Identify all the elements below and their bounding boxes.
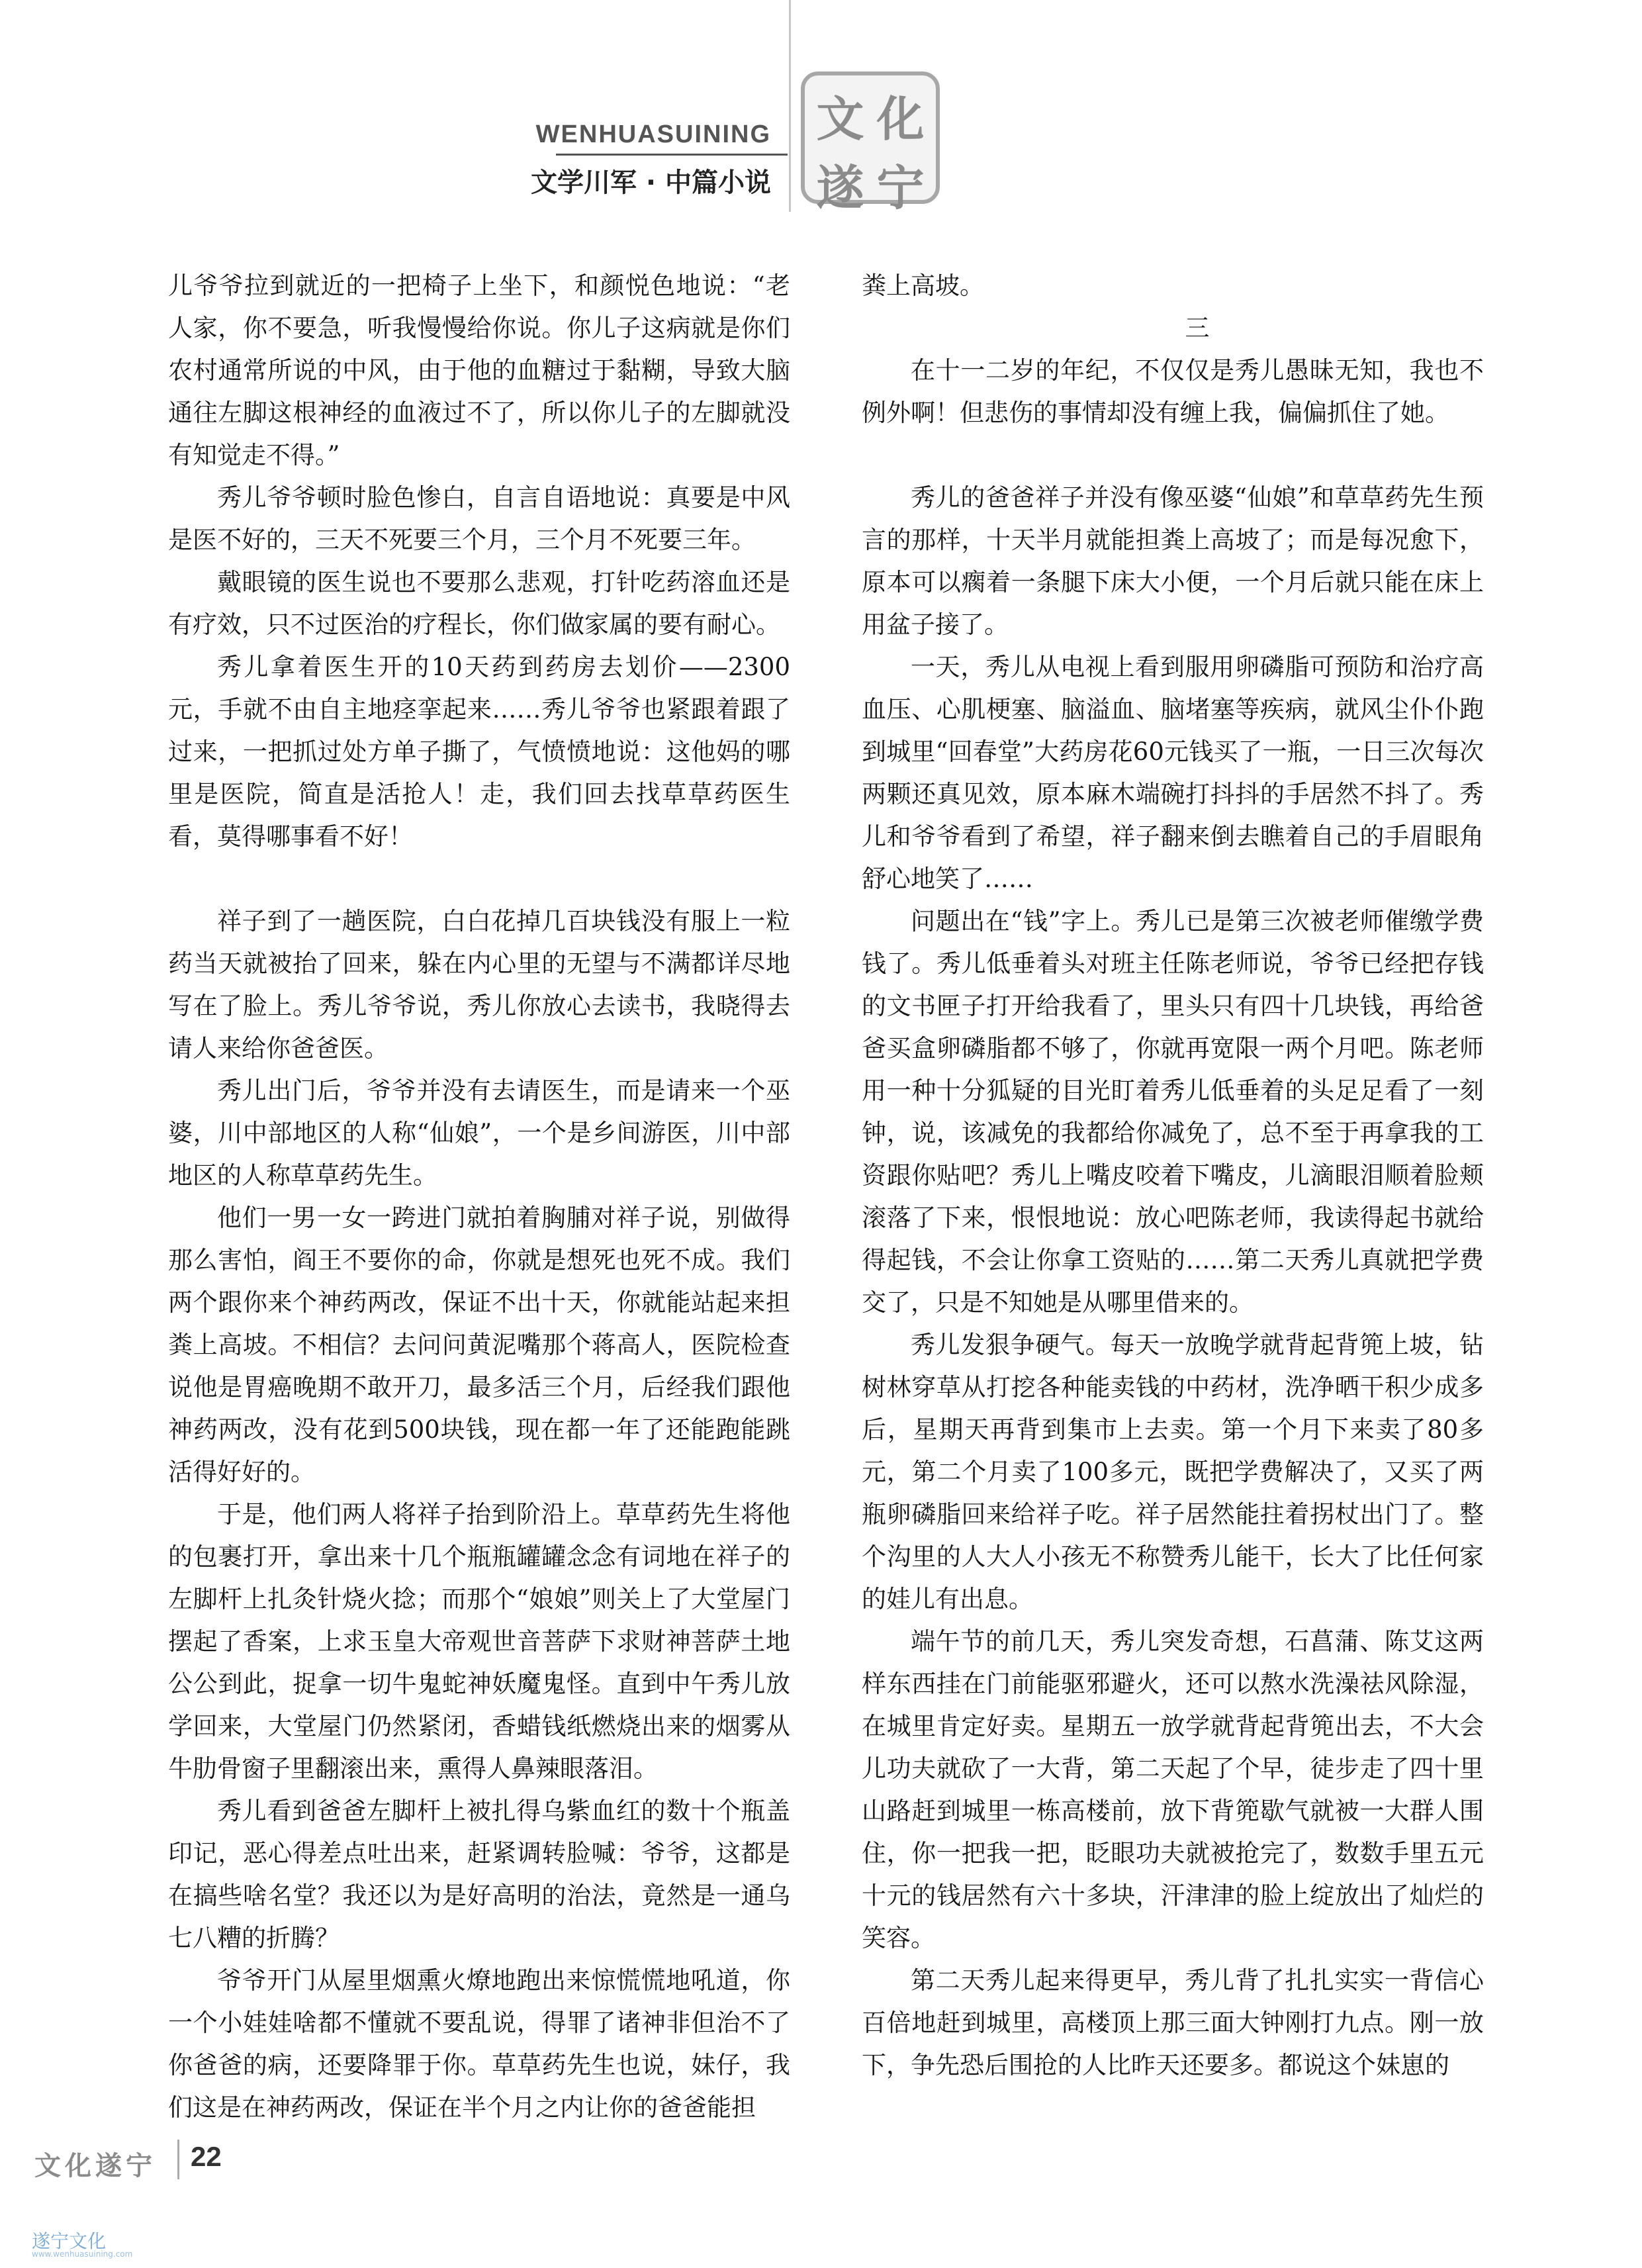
paragraph: 秀儿发狠争硬气。每天一放晚学就背起背篼上坡，钻树林穿草从打挖各种能卖钱的中药材，洗净晒干积少成多后，星期天再背到集市上去卖。第一个月下来卖了80多元，第二个月卖了100多元，既把学费解决了，又买了两瓶卵磷脂回来给祥子吃。祥子居然能拄着拐杖出门了。整个沟里的人大人小孩无不称赞秀儿能干，长大了比任何家的娃儿有出息。	[862, 1331, 1484, 1613]
logo-char: 文	[816, 91, 864, 147]
logo-char: 遂	[816, 160, 864, 216]
paragraph: 秀儿爷爷顿时脸色惨白，自言自语地说：真要是中风是医不好的，三天不死要三个月，三个月不死要三年。	[168, 483, 790, 554]
logo-char: 化	[876, 91, 925, 147]
paragraph: 戴眼镜的医生说也不要那么悲观，打针吃药溶血还是有疗效，只不过医治的疗程长，你们做家属的要有耐心。	[168, 568, 790, 639]
paragraph: 端午节的前几天，秀儿突发奇想，石菖蒲、陈艾这两样东西挂在门前能驱邪避火，还可以熬水洗澡祛风除湿，在城里肯定好卖。星期五一放学就背起背篼出去，不大会儿功夫就砍了一大背，第二天起了个早，徒步走了四十里山路赶到城里一栋高楼前，放下背篼歇气就被一大群人围住，你一把我一把，眨眼功夫就被抢完了，数数手里五元十元的钱居然有六十多块，汗津津的脸上绽放出了灿烂的笑容。	[862, 1627, 1484, 1952]
section-heading: 三	[1185, 314, 1210, 342]
header-english-title: WENHUASUINING	[535, 120, 771, 148]
paragraph: 秀儿看到爸爸左脚杆上被扎得乌紫血红的数十个瓶盖印记，恶心得差点吐出来，赶紧调转脸喊：爷爷，这都是在搞些啥名堂？我还以为是好高明的治法，竟然是一通乌七八糟的折腾？	[168, 1797, 790, 1952]
right-text-column	[862, 265, 1484, 2087]
paragraph: 儿爷爷拉到就近的一把椅子上坐下，和颜悦色地说：“老人家，你不要急，听我慢慢给你说。你儿子这病就是你们农村通常所说的中风，由于他的血糖过于黏糊，导致大脑通往左脚这根神经的血液过不了，所以你儿子的左脚就没有知觉走不得。”	[168, 271, 790, 469]
paragraph: 秀儿拿着医生开的10天药到药房去划价——2300元，手就不由自主地痉挛起来……秀儿爷爷也紧跟着跟了过来，一把抓过处方单子撕了，气愤愤地说：这他妈的哪里是医院，简直是活抢人！走，我们回去找草草药医生看，莫得哪事看不好！	[168, 653, 790, 851]
paragraph: 第二天秀儿起来得更早，秀儿背了扎扎实实一背信心百倍地赶到城里，高楼顶上那三面大钟刚打九点。刚一放下，争先恐后围抢的人比昨天还要多。都说这个妹崽的	[862, 1966, 1484, 2079]
paragraph: 秀儿的爸爸祥子并没有像巫婆“仙娘”和草草药先生预言的那样，十天半月就能担粪上高坡了；而是每况愈下，原本可以瘸着一条腿下床大小便，一个月后就只能在床上用盆子接了。	[862, 483, 1484, 639]
paragraph: 粪上高坡。	[862, 271, 984, 300]
left-text-column	[168, 265, 790, 2129]
paragraph: 爷爷开门从屋里烟熏火燎地跑出来惊慌慌地吼道，你一个小娃娃啥都不懂就不要乱说，得罪了诸神非但治不了你爸爸的病，还要降罪于你。草草药先生也说，妹仔，我们这是在神药两改，保证在半个月之内让你的爸爸能担	[168, 1966, 790, 2122]
header-section-title: 文学川军 · 中篇小说	[530, 167, 771, 198]
paragraph: 秀儿出门后，爷爷并没有去请医生，而是请来一个巫婆，川中部地区的人称“仙娘”，一个是乡间游医，川中部地区的人称草草药先生。	[168, 1076, 790, 1190]
header-vertical-line	[789, 0, 791, 212]
footer-magazine-name: 文化遂宁	[34, 2150, 156, 2181]
logo-char: 宁	[876, 160, 925, 216]
watermark-logo: 遂宁文化	[32, 2230, 107, 2252]
magazine-logo-seal	[801, 71, 940, 216]
header-rule	[556, 154, 788, 156]
paragraph: 一天，秀儿从电视上看到服用卵磷脂可预防和治疗高血压、心肌梗塞、脑溢血、脑堵塞等疾病，就风尘仆仆跑到城里“回春堂”大药房花60元钱买了一瓶，一日三次每次两颗还真见效，原本麻木端碗打抖抖的手居然不抖了。秀儿和爷爷看到了希望，祥子翻来倒去瞧着自己的手眉眼角舒心地笑了……	[862, 653, 1484, 893]
paragraph: 他们一男一女一跨进门就拍着胸脯对祥子说，别做得那么害怕，阎王不要你的命，你就是想死也死不成。我们两个跟你来个神药两改，保证不出十天，你就能站起来担粪上高坡。不相信？去问问黄泥嘴那个蒋高人，医院检查说他是胃癌晚期不敢开刀，最多活三个月，后经我们跟他神药两改，没有花到500块钱，现在都一年了还能跑能跳活得好好的。	[168, 1204, 790, 1486]
paragraph: 问题出在“钱”字上。秀儿已是第三次被老师催缴学费钱了。秀儿低垂着头对班主任陈老师说，爷爷已经把存钱的文书匣子打开给我看了，里头只有四十几块钱，再给爸爸买盒卵磷脂都不够了，你就再宽限一两个月吧。陈老师用一种十分狐疑的目光盯着秀儿低垂着的头足足看了一刻钟，说，该减免的我都给你减免了，总不至于再拿我的工资跟你贴吧？秀儿上嘴皮咬着下嘴皮，儿滴眼泪顺着脸颊滚落了下来，恨恨地说：放心吧陈老师，我读得起书就给得起钱，不会让你拿工资贴的……第二天秀儿真就把学费交了，只是不知她是从哪里借来的。	[862, 907, 1484, 1317]
paragraph: 祥子到了一趟医院，白白花掉几百块钱没有服上一粒药当天就被抬了回来，躲在内心里的无望与不满都详尽地写在了脸上。秀儿爷爷说，秀儿你放心去读书，我晓得去请人来给你爸爸医。	[168, 907, 790, 1063]
page-number: 22	[191, 2141, 222, 2172]
watermark-url: www.wenhuasuining.com	[32, 2249, 133, 2259]
paragraph: 在十一二岁的年纪，不仅仅是秀儿愚昧无知，我也不例外啊！但悲伤的事情却没有缠上我，偏偏抓住了她。	[862, 356, 1484, 427]
paragraph: 于是，他们两人将祥子抬到阶沿上。草草药先生将他的包裹打开，拿出来十几个瓶瓶罐罐念念有词地在祥子的左脚杆上扎灸针烧火捻；而那个“娘娘”则关上了大堂屋门摆起了香案，上求玉皇大帝观世音菩萨下求财神菩萨土地公公到此，捉拿一切牛鬼蛇神妖魔鬼怪。直到中午秀儿放学回来，大堂屋门仍然紧闭，香蜡钱纸燃烧出来的烟雾从牛肋骨窗子里翻滚出来，熏得人鼻辣眼落泪。	[168, 1500, 790, 1783]
footer-separator	[177, 2140, 179, 2179]
